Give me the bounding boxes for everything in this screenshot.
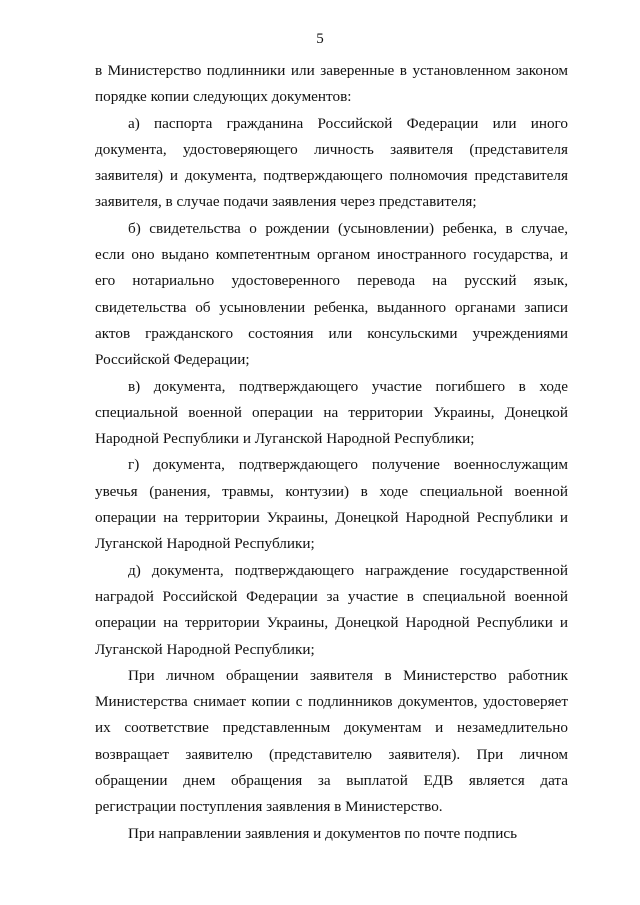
paragraph-intro: в Министерство подлинники или заверенные в установленном законом порядке копии следующих документов: bbox=[95, 62, 568, 106]
paragraph-item-g: г) документа, подтверждающего получение военнослужащим увечья (ранения, травмы, контузии) в ходе специальной военной операции на территории Украины, Донецкой Народной Республики и Луганской Народной Республики; bbox=[95, 456, 568, 553]
page-number: 5 bbox=[316, 31, 324, 47]
paragraph-personal-visit: При личном обращении заявителя в Министерство работник Министерства снимает копии с подлинников документов, удостоверяет их соответствие представленным документам и незамедлительно возвращает заявителю (представителю заявителя). При личном обращении днем обращения за выплатой ЕДВ является дата регистрации поступления заявления в Министерство. bbox=[95, 666, 568, 816]
paragraph-item-a: а) паспорта гражданина Российской Федерации или иного документа, удостоверяющего личность заявителя (представителя заявителя) и документа, подтверждающего полномочия представителя заявителя, в случае подачи заявления через представителя; bbox=[95, 114, 568, 211]
paragraph-postal-submission: При направлении заявления и документов по почте подпись bbox=[128, 824, 518, 842]
paragraph-item-b: б) свидетельства о рождении (усыновлении) ребенка, в случае, если оно выдано компетентным органом иностранного государства, и его нотариально удостоверенного перевода на русский язык, свидетельства об усыновлении ребенка, выданного органами записи актов гражданского состояния или консульскими учреждениями Российской Федерации; bbox=[95, 219, 568, 369]
document-body bbox=[95, 58, 568, 847]
paragraph-item-v: в) документа, подтверждающего участие погибшего в ходе специальной военной операции на территории Украины, Донецкой Народной Республики и Луганской Народной Республики; bbox=[95, 377, 568, 448]
paragraph-item-d: д) документа, подтверждающего награждение государственной наградой Российской Федерации за участие в специальной военной операции на территории Украины, Донецкой Народной Республики и Луганской Народной Республики; bbox=[95, 561, 568, 658]
